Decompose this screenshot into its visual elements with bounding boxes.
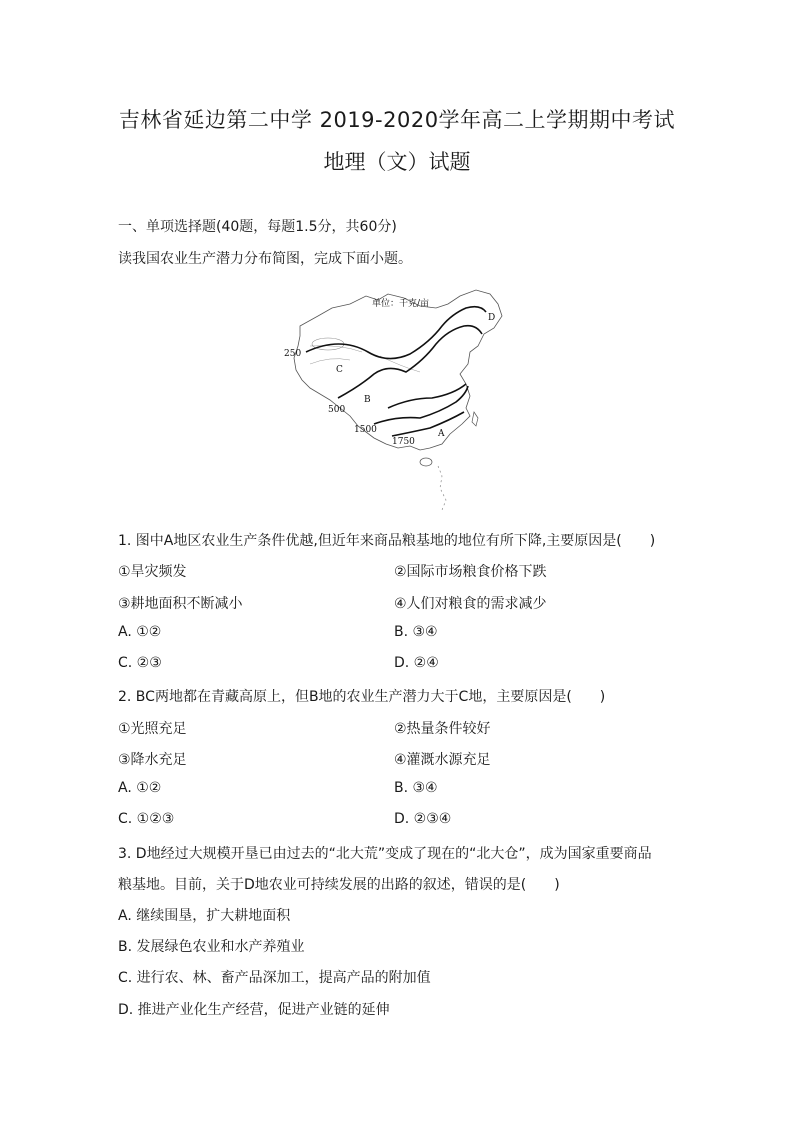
taiwan-island [472,412,478,426]
question-2-stem: 2. BC两地都在青藏高原上，但B地的农业生产潜力大于C地，主要原因是( ) [118,689,606,705]
isoline-inner [388,384,466,408]
region-label-a: A [438,429,445,439]
question-2-choice-c[interactable]: C. ①②③ [118,811,175,827]
exam-title: 吉林省延边第二中学 2019-2020学年高二上学期期中考试 [118,108,676,132]
south-sea-islands [438,466,446,510]
question-2-option-4: ④灌溉水源充足 [394,752,491,768]
question-1-stem: 1. 图中A地区农业生产条件优越,但近年来商品粮基地的地位有所下降,主要原因是( ) [118,533,656,549]
question-2-choice-b[interactable]: B. ③④ [394,780,438,796]
region-label-d: D [488,313,496,323]
question-2-option-3: ③降水充足 [118,752,187,768]
hainan-island [420,458,432,466]
question-1-choice-a[interactable]: A. ①② [118,624,162,640]
question-3-choice-b[interactable]: B. 发展绿色农业和水产养殖业 [118,939,305,955]
question-3-choice-a[interactable]: A. 继续围垦，扩大耕地面积 [118,908,291,924]
question-2-choice-a[interactable]: A. ①② [118,780,162,796]
map-unit-label: 单位：千克/亩 [372,299,430,309]
question-1-choice-d[interactable]: D. ②④ [394,655,439,671]
isoline-label-250: 250 [284,349,302,359]
isoline-250 [306,307,486,359]
question-2-option-2: ②热量条件较好 [394,721,491,737]
question-3-choice-d[interactable]: D. 推进产业化生产经营，促进产业链的延伸 [118,1002,390,1018]
question-2-choice-d[interactable]: D. ②③④ [394,811,452,827]
question-3-stem-line-2: 粮基地。目前，关于D地农业可持续发展的出路的叙述，错误的是( ) [118,877,560,893]
question-1-option-4: ④人们对粮食的需求减少 [394,596,547,612]
question-1-option-3: ③耕地面积不断减小 [118,596,243,612]
question-intro: 读我国农业生产潜力分布简图，完成下面小题。 [118,251,412,267]
exam-subtitle: 地理（文）试题 [323,150,471,174]
region-label-c: C [336,365,343,375]
question-1-option-1: ①旱灾频发 [118,564,187,580]
isoline-label-500: 500 [328,405,346,415]
region-label-b: B [364,395,371,405]
isoline-label-1750: 1750 [392,437,415,447]
isoline-label-1500: 1500 [354,425,377,435]
section-heading: 一、单项选择题(40题，每题1.5分，共60分) [118,219,397,235]
china-agriculture-potential-map [270,286,520,514]
question-1-choice-b[interactable]: B. ③④ [394,624,438,640]
question-3-choice-c[interactable]: C. 进行农、林、畜产品深加工，提高产品的附加值 [118,970,431,986]
question-1-choice-c[interactable]: C. ②③ [118,655,162,671]
question-2-option-1: ①光照充足 [118,721,187,737]
question-1-option-2: ②国际市场粮食价格下跌 [394,564,547,580]
question-3-stem-line-1: 3. D地经过大规模开垦已由过去的“北大荒”变成了现在的“北大仓”，成为国家重要商品 [118,846,652,862]
